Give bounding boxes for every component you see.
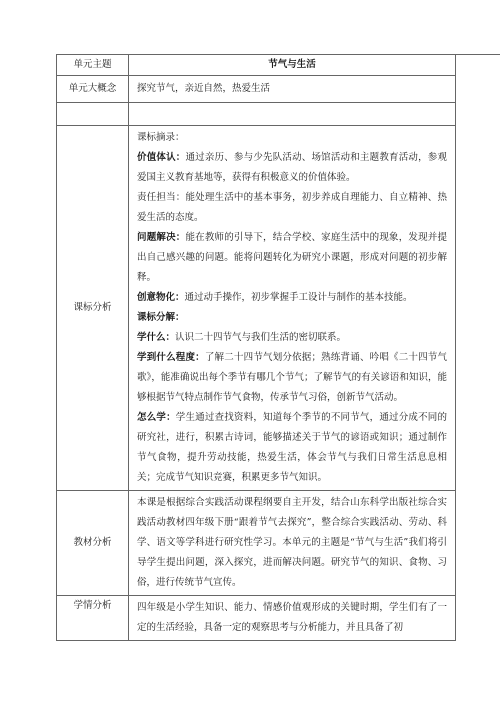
row-blank bbox=[57, 103, 456, 126]
learner-text: 四年级是小学生知识、能力、情感价值观形成的关键时期，学生们有了一定的生活经验，具备一定的观察思考与分析能力，并且具备了初 bbox=[137, 602, 447, 633]
textbook-content bbox=[129, 491, 456, 596]
row-curriculum bbox=[57, 126, 456, 491]
blank-content-cell bbox=[129, 103, 456, 126]
learn-what-text: 认识二十四节气与我们生活的密切联系。 bbox=[175, 332, 347, 343]
degree-paragraph bbox=[137, 348, 447, 408]
blank-label-cell bbox=[57, 103, 129, 126]
creative-text: 通过动手操作，初步掌握手工设计与制作的基本技能。 bbox=[184, 292, 413, 303]
problem-label: 问题解决： bbox=[137, 232, 186, 243]
degree-label: 学到什么程度： bbox=[137, 352, 205, 363]
big-concept-value: 探究节气，亲近自然，热爱生活 bbox=[129, 76, 456, 103]
responsibility-label: 责任担当： bbox=[137, 192, 186, 203]
decompose-title: 课标分解： bbox=[137, 312, 185, 323]
lesson-plan-table bbox=[56, 54, 456, 641]
row-learner bbox=[57, 596, 456, 641]
curriculum-content bbox=[129, 126, 456, 491]
value-paragraph bbox=[137, 148, 447, 188]
learn-what-paragraph bbox=[137, 328, 447, 348]
value-text: 通过亲历、参与少先队活动、场馆活动和主题教育活动，参观爱国主义教育基地等，获得有积极意义的价值体验。 bbox=[137, 152, 447, 183]
learn-what-label: 学什么： bbox=[137, 332, 176, 343]
big-concept-label: 单元大概念 bbox=[57, 76, 129, 103]
curriculum-label: 课标分析 bbox=[57, 126, 129, 491]
responsibility-paragraph bbox=[137, 188, 447, 228]
row-textbook bbox=[57, 491, 456, 596]
row-unit-topic bbox=[57, 55, 456, 76]
header-extension-line bbox=[456, 54, 500, 55]
degree-text: 了解二十四节气划分依据；熟练背诵、吟唱《二十四节气歌》，能准确说出每个季节有哪几个节气；了解节气的有关谚语和知识，能够根据节气特点制作节气食物，传承节气习俗，创新节气活动。 bbox=[137, 352, 447, 403]
responsibility-text: 能处理生活中的基本事务，初步养成自理能力、自立精神、热爱生活的态度。 bbox=[137, 192, 447, 223]
how-text: 学生通过查找资料，知道每个季节的不同节气，通过分成不同的研究社，进行，积累古诗词，能够描述关于节气的谚语或知识；通过制作节气食物，提升劳动技能，热爱生活，体会节气与我们日常生活息息相关；完成节气知识竞赛，积累更多节气知识。 bbox=[137, 412, 447, 483]
creative-paragraph bbox=[137, 288, 447, 308]
problem-text: 能在教师的引导下，结合学校、家庭生活中的现象，发现并提出自己感兴趣的问题。能将问题转化为研究小课题，形成对问题的初步解释。 bbox=[137, 232, 447, 283]
row-big-concept bbox=[57, 76, 456, 103]
textbook-text: 本课是根据综合实践活动课程纲要自主开发，结合山东科学出版社综合实践活动教材四年级下册“跟着节气去探究”，整合综合实践活动、劳动、科学、语文等学科进行研究性学习。本单元的主题是“节气与生活”我们将引导学生提出问题，深入探究，进而解决问题。研究节气的知识、食物、习俗，进行传统节气宣传。 bbox=[137, 497, 447, 588]
problem-paragraph bbox=[137, 228, 447, 288]
creative-label: 创意物化： bbox=[137, 292, 185, 303]
textbook-label: 教材分析 bbox=[57, 491, 129, 596]
value-label: 价值体认： bbox=[137, 152, 186, 163]
how-paragraph bbox=[137, 408, 447, 488]
learner-content bbox=[129, 596, 456, 641]
excerpt-title: 课标摘录： bbox=[137, 132, 185, 143]
unit-topic-value: 节气与生活 bbox=[129, 55, 456, 76]
unit-topic-label: 单元主题 bbox=[57, 55, 129, 76]
learner-label: 学情分析 bbox=[57, 596, 129, 641]
how-label: 怎么学： bbox=[137, 412, 176, 423]
